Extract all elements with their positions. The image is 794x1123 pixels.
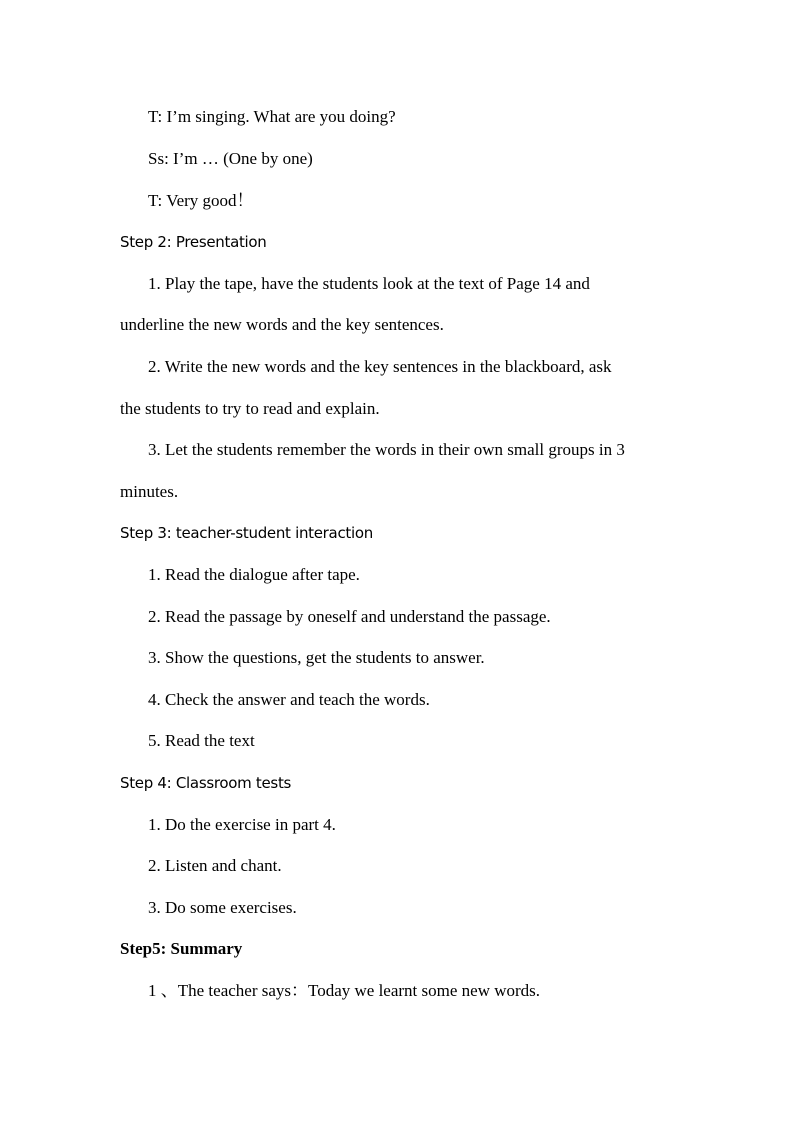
step-4-item-1: 1. Do the exercise in part 4. [148, 815, 336, 834]
step-3-item-2: 2. Read the passage by oneself and understand the passage. [148, 607, 551, 626]
step-2-item-3-line-2: minutes. [120, 482, 179, 501]
step-3-item-1: 1. Read the dialogue after tape. [148, 565, 360, 584]
step-2-item-1-line-1: 1. Play the tape, have the students look at the text of Page 14 and [148, 274, 590, 293]
step-3-item-5: 5. Read the text [148, 731, 255, 750]
step-3-item-4: 4. Check the answer and teach the words. [148, 690, 430, 709]
step-2-heading: Step 2: Presentation [120, 233, 267, 251]
step-4-item-3: 3. Do some exercises. [148, 898, 297, 917]
step-5-heading: Step5: Summary [120, 939, 243, 958]
step-2-item-2-line-1: 2. Write the new words and the key sentences in the blackboard, ask [148, 357, 612, 376]
step-4-item-2: 2. Listen and chant. [148, 856, 282, 875]
step-2-item-2-line-2: the students to try to read and explain. [120, 399, 380, 418]
dialogue-line-teacher-singing: T: I’m singing. What are you doing? [148, 107, 396, 126]
dialogue-line-students: Ss: I’m … (One by one) [148, 149, 313, 168]
step-2-item-1-line-2: underline the new words and the key sentences. [120, 315, 444, 334]
step-5-item-1: 1 、The teacher says：Today we learnt some new words. [148, 981, 541, 1000]
dialogue-line-teacher-praise: T: Very good！ [148, 191, 254, 210]
step-2-item-3-line-1: 3. Let the students remember the words in their own small groups in 3 [148, 440, 625, 459]
step-3-item-3: 3. Show the questions, get the students to answer. [148, 648, 485, 667]
step-4-heading: Step 4: Classroom tests [120, 774, 292, 792]
step-3-heading: Step 3: teacher-student interaction [120, 524, 373, 542]
